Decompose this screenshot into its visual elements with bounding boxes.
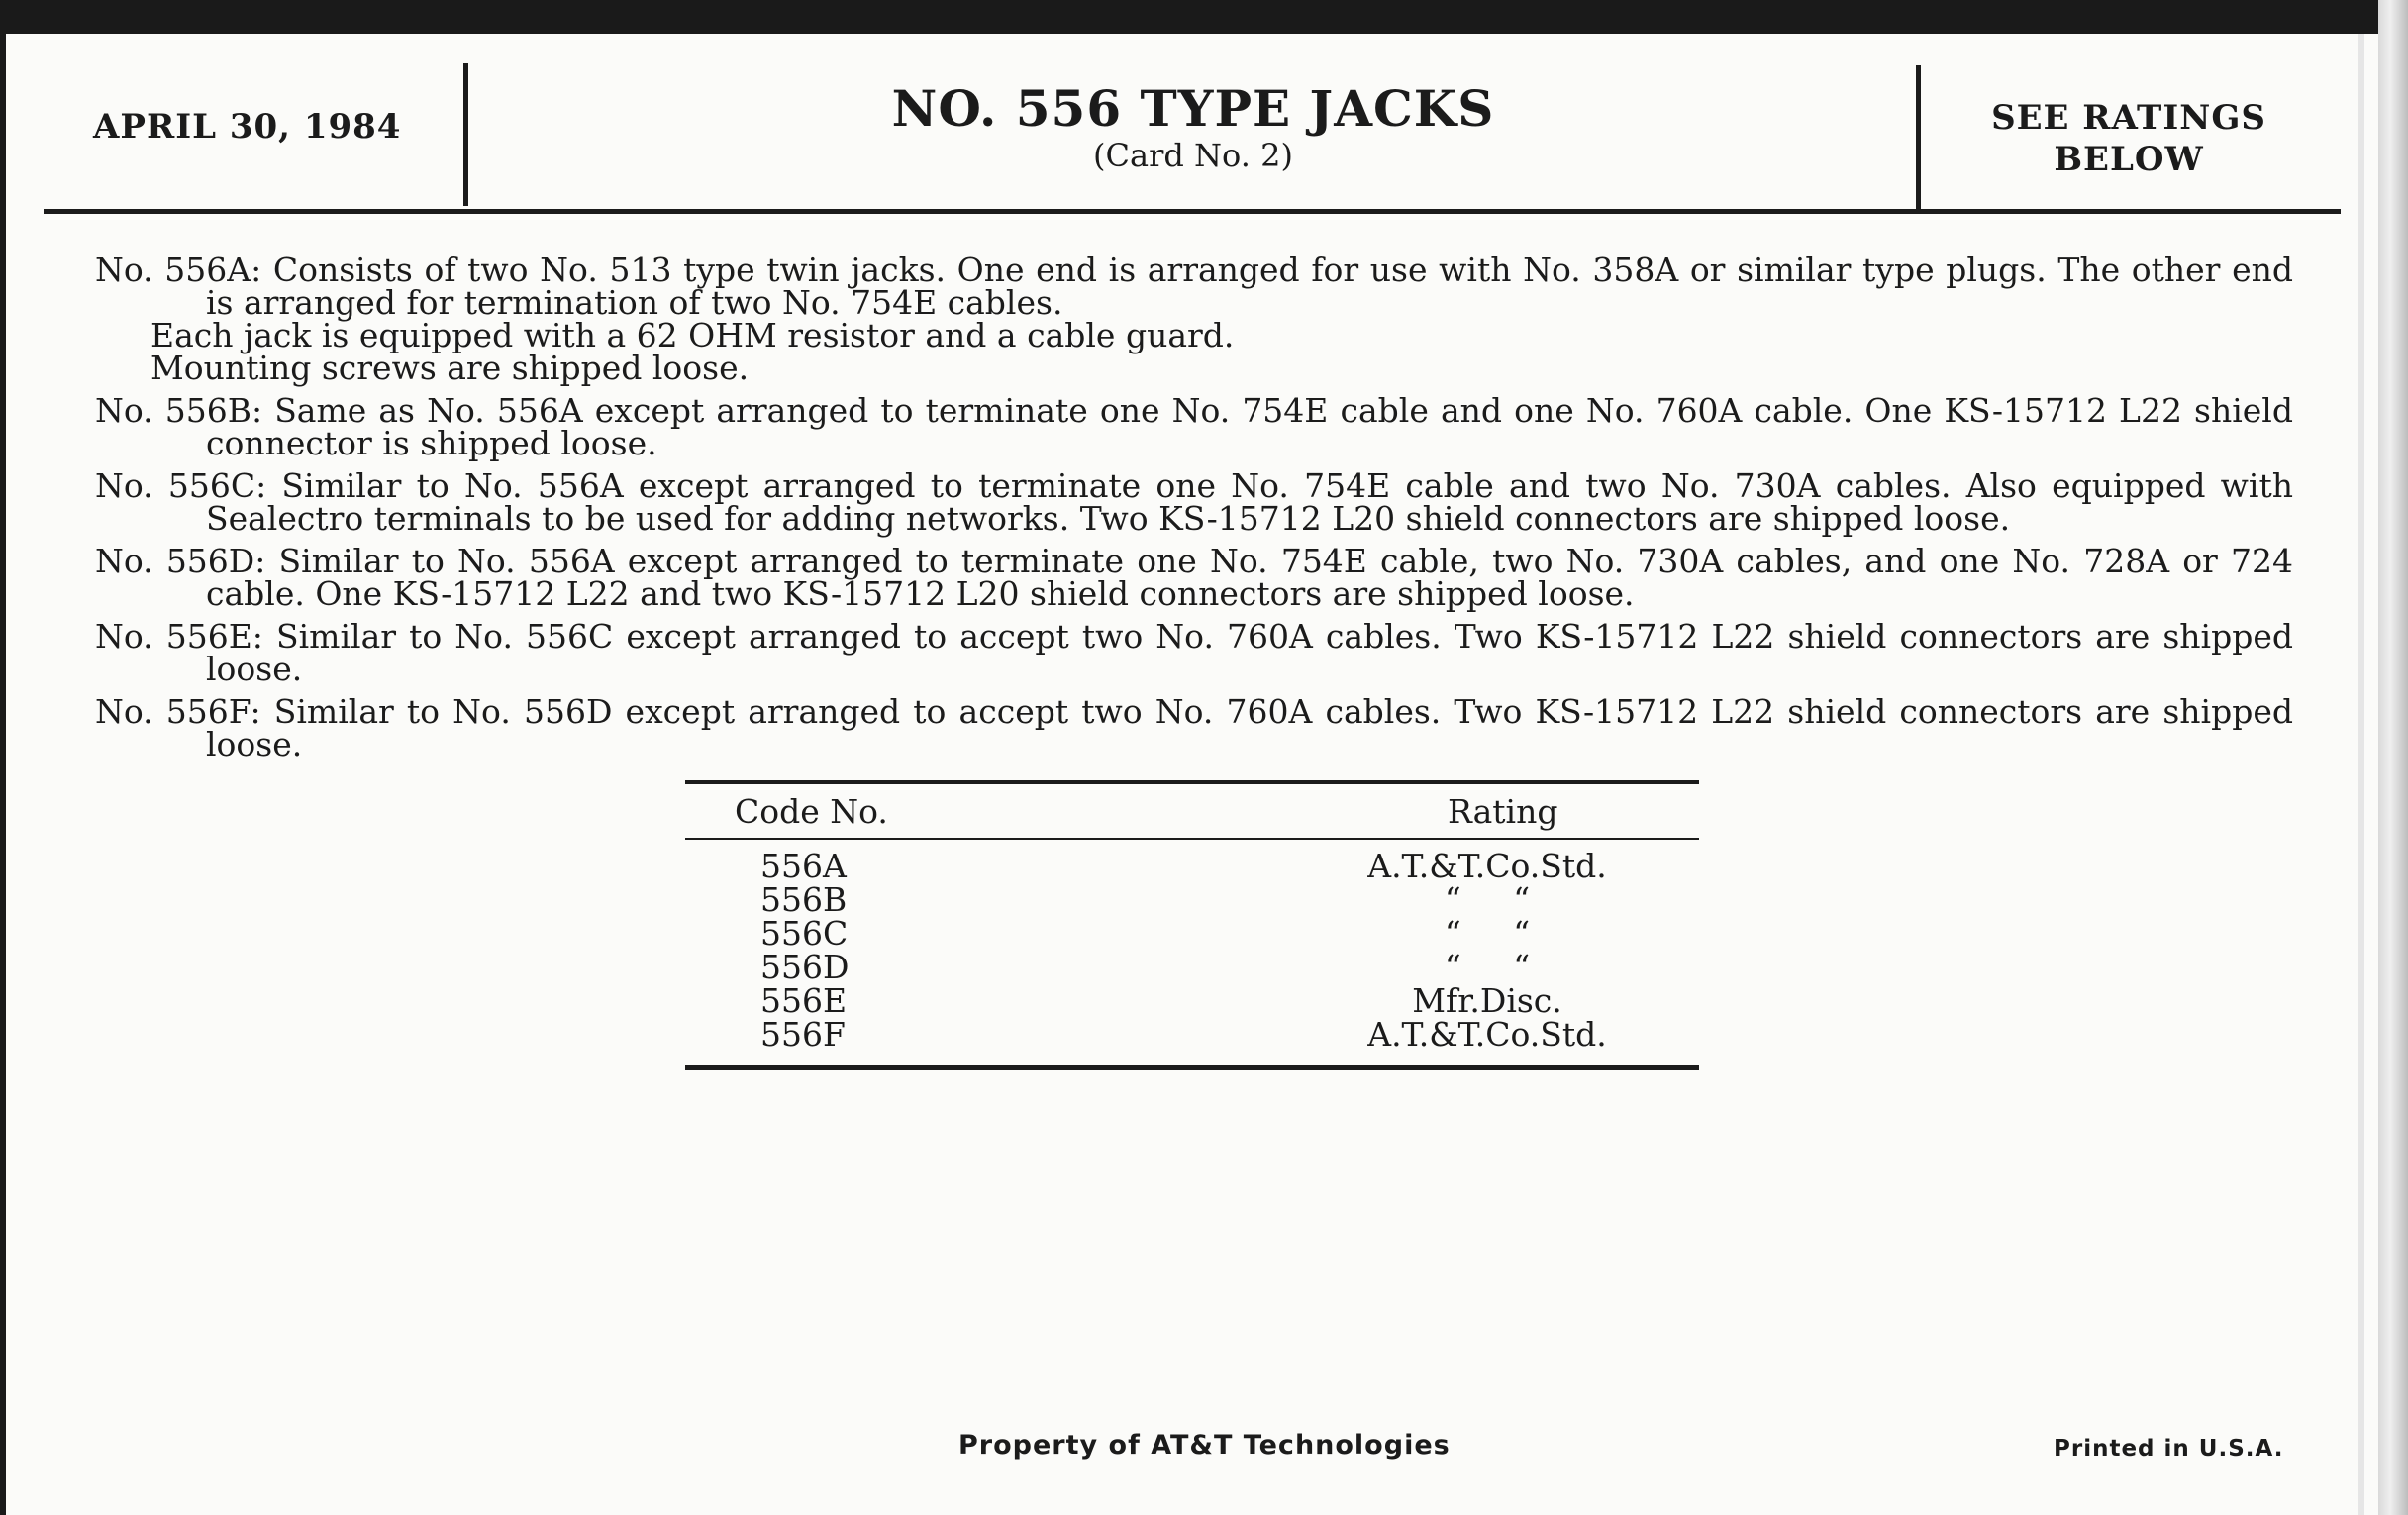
table-rule-bottom <box>685 1065 1699 1070</box>
descriptions <box>95 253 2293 770</box>
page-title: NO. 556 TYPE JACKS <box>891 79 1495 138</box>
code-cell: 556B <box>760 880 848 919</box>
desc-556f: No. 556F: Similar to No. 556D except arranged to accept two No. 760A cables. Two KS-15712 L22 shield connectors are shipped loose. <box>95 692 2293 763</box>
column-header-code: Code No. <box>735 792 888 831</box>
ratings-note-line1: SEE RATINGS <box>1991 98 2266 138</box>
desc-556a-resistor: Each jack is equipped with a 62 OHM resistor and a cable guard. <box>150 316 1235 354</box>
rating-cell: A.T.&T.Co.Std. <box>1367 1015 1607 1054</box>
card-edge <box>2378 0 2408 1515</box>
rating-cell: A.T.&T.Co.Std. <box>1367 847 1607 885</box>
rating-cell: Mfr.Disc. <box>1412 981 1562 1020</box>
desc-556d: No. 556D: Similar to No. 556A except arranged to terminate one No. 754E cable, two No. 730A cables, and one No. 728A or 724 cable. One KS-15712 L22 and two KS-15712 L20 shield connectors are shipped loose. <box>95 542 2293 613</box>
page-subtitle: (Card No. 2) <box>1093 137 1293 174</box>
table-row <box>685 1015 1699 1054</box>
column-header-rating: Rating <box>1448 792 1558 831</box>
code-cell: 556F <box>760 1015 846 1054</box>
code-cell: 556D <box>760 948 850 986</box>
desc-556c: No. 556C: Similar to No. 556A except arranged to terminate one No. 754E cable and two No. 730A cables. Also equipped with Sealectro terminals to be used for adding networks. Two KS-15712 L20 shield connectors are shipped loose. <box>95 466 2293 538</box>
table-row <box>685 948 1699 986</box>
table-row <box>685 847 1699 885</box>
printed-notice: Printed in U.S.A. <box>2054 1436 2284 1462</box>
rating-cell: “ “ <box>1444 880 1531 919</box>
card-date: APRIL 30, 1984 <box>93 107 402 147</box>
code-cell: 556E <box>760 981 848 1020</box>
table-rule-header <box>685 838 1699 840</box>
ratings-note <box>1921 97 2337 180</box>
desc-556a-screws: Mounting screws are shipped loose. <box>150 349 750 387</box>
desc-556b: No. 556B: Same as No. 556A except arranged to terminate one No. 754E cable and one No. 760A cable. One KS-15712 L22 shield connector is shipped loose. <box>95 391 2293 462</box>
card-edge-shadow <box>2358 34 2364 1515</box>
ratings-note-line2: BELOW <box>2054 140 2204 179</box>
property-notice: Property of AT&T Technologies <box>958 1430 1451 1461</box>
header-rule <box>44 209 2341 214</box>
desc-556a: No. 556A: Consists of two No. 513 type twin jacks. One end is arranged for use with No. 358A or similar type plugs. The other end is arranged for termination of two No. 754E cables. <box>95 251 2293 322</box>
desc-556e: No. 556E: Similar to No. 556C except arranged to accept two No. 760A cables. Two KS-15712 L22 shield connectors are shipped loose. <box>95 617 2293 688</box>
code-cell: 556A <box>760 847 847 885</box>
table-body <box>685 847 1699 1054</box>
table-rule-top <box>685 780 1699 784</box>
table-row <box>685 981 1699 1020</box>
rating-cell: “ “ <box>1444 914 1531 953</box>
code-cell: 556C <box>760 914 849 953</box>
table-row <box>685 914 1699 953</box>
rating-cell: “ “ <box>1444 948 1531 986</box>
table-row <box>685 880 1699 919</box>
